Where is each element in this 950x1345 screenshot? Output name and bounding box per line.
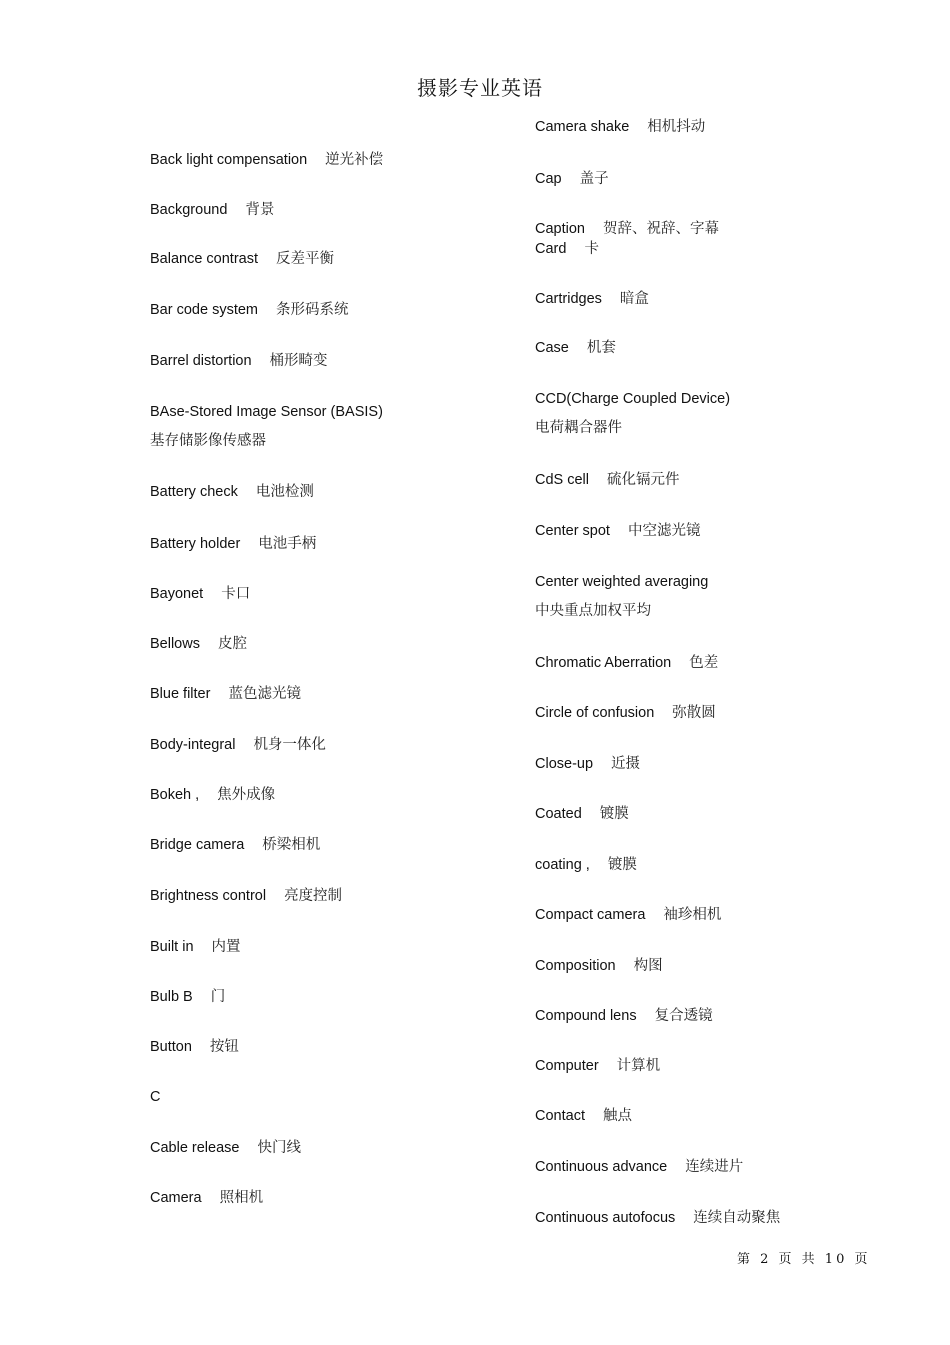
glossary-entry <box>535 239 599 259</box>
glossary-entry <box>150 584 250 604</box>
entry-term: Bokeh , <box>150 787 200 803</box>
entry-term: Cartridges <box>535 291 602 307</box>
entry-translation: 镀膜 <box>599 806 629 822</box>
entry-term: Chromatic Aberration <box>535 655 672 671</box>
entry-term: Battery holder <box>150 536 241 552</box>
entry-translation: 连续进片 <box>685 1159 744 1175</box>
entry-translation: 袖珍相机 <box>663 907 722 923</box>
entry-term: Cap <box>535 171 562 187</box>
entry-translation: 电池检测 <box>255 484 314 500</box>
glossary-entry <box>535 1056 660 1076</box>
entry-translation: 近摄 <box>611 756 641 772</box>
entry-term: Cable release <box>150 1140 240 1156</box>
entry-term: Bayonet <box>150 586 204 602</box>
entry-term: Compound lens <box>535 1008 637 1024</box>
glossary-entry <box>150 1087 178 1107</box>
entry-term: CdS cell <box>535 472 589 488</box>
glossary-entry <box>150 300 349 320</box>
glossary-entry <box>535 1006 713 1026</box>
entry-term: Continuous advance <box>535 1159 668 1175</box>
entry-term: Continuous autofocus <box>535 1210 676 1226</box>
glossary-entry <box>150 1138 301 1158</box>
glossary-entry <box>535 754 640 774</box>
glossary-entry <box>150 249 334 269</box>
page-footer: 第 2 页 共 10 页 <box>737 1252 871 1267</box>
entry-translation: 电荷耦合器件 <box>535 420 622 436</box>
glossary-entry <box>535 289 649 309</box>
entry-translation: 贺辞、祝辞、字幕 <box>602 221 719 237</box>
entry-translation: 中央重点加权平均 <box>535 603 651 619</box>
entry-translation: 背景 <box>245 202 275 218</box>
entry-term: Close-up <box>535 756 594 772</box>
glossary-entry <box>150 987 225 1007</box>
glossary-entry <box>150 735 326 755</box>
entry-translation: 门 <box>210 989 226 1005</box>
glossary-entry <box>150 402 401 451</box>
entry-term: Bridge camera <box>150 837 245 853</box>
glossary-entry <box>535 389 748 438</box>
entry-translation: 复合透镜 <box>654 1008 713 1024</box>
glossary-entry <box>150 1188 263 1208</box>
entry-term: Button <box>150 1039 192 1055</box>
entry-translation: 亮度控制 <box>284 888 343 904</box>
entry-term: Center spot <box>535 523 610 539</box>
entry-term: Caption <box>535 221 585 237</box>
glossary-entry <box>535 703 716 723</box>
entry-term: Bellows <box>150 636 200 652</box>
glossary-entry <box>150 634 247 654</box>
glossary-entry <box>535 219 719 239</box>
entry-translation: 暗盒 <box>619 291 649 307</box>
glossary-entry <box>150 150 383 170</box>
glossary-entry <box>535 956 663 976</box>
entry-translation: 反差平衡 <box>276 251 335 267</box>
entry-term: Barrel distortion <box>150 353 252 369</box>
glossary-entry <box>150 1037 239 1057</box>
entry-term: Blue filter <box>150 686 211 702</box>
entry-translation: 电池手柄 <box>258 536 317 552</box>
glossary-entry <box>150 835 320 855</box>
entry-translation: 机套 <box>586 340 616 356</box>
glossary-entry <box>535 1208 780 1228</box>
entry-term: coating , <box>535 857 590 873</box>
entry-translation: 内置 <box>211 939 241 955</box>
entry-translation: 中空滤光镜 <box>627 523 701 539</box>
glossary-entry <box>535 572 726 621</box>
entry-translation: 卡口 <box>221 586 251 602</box>
entry-translation: 色差 <box>689 655 719 671</box>
entry-term: Bulb B <box>150 989 193 1005</box>
entry-translation: 蓝色滤光镜 <box>228 686 301 702</box>
glossary-entry <box>150 937 241 957</box>
entry-translation: 触点 <box>602 1108 632 1124</box>
entry-translation: 照相机 <box>219 1190 264 1206</box>
entry-term: Battery check <box>150 484 238 500</box>
glossary-entry <box>535 905 721 925</box>
entry-translation: 焦外成像 <box>217 787 276 803</box>
entry-translation: 构图 <box>633 958 663 974</box>
entry-term: Camera shake <box>535 119 630 135</box>
glossary-entry <box>150 684 301 704</box>
entry-translation: 基存储影像传感器 <box>150 433 266 449</box>
glossary-entry <box>535 470 680 490</box>
entry-term: BAse-Stored Image Sensor (BASIS) <box>150 404 383 420</box>
entry-translation: 按钮 <box>209 1039 239 1055</box>
entry-term: Circle of confusion <box>535 705 655 721</box>
entry-term: Body-integral <box>150 737 236 753</box>
glossary-entry <box>535 1157 743 1177</box>
entry-translation: 硫化镉元件 <box>607 472 680 488</box>
glossary-entry <box>150 785 275 805</box>
entry-term: Built in <box>150 939 194 955</box>
entry-translation: 计算机 <box>616 1058 661 1074</box>
entry-term: Composition <box>535 958 616 974</box>
entry-translation: 快门线 <box>257 1140 301 1156</box>
entry-translation: 弥散圆 <box>672 705 716 721</box>
entry-translation: 机身一体化 <box>253 737 326 753</box>
glossary-entry <box>150 886 342 906</box>
entry-translation: 镀膜 <box>607 857 637 873</box>
entry-translation: 逆光补偿 <box>325 152 384 168</box>
entry-term: Contact <box>535 1108 585 1124</box>
entry-translation: 卡 <box>584 241 599 257</box>
entry-translation: 桥梁相机 <box>262 837 321 853</box>
entry-term: CCD(Charge Coupled Device) <box>535 391 731 407</box>
entry-translation: 条形码系统 <box>276 302 349 318</box>
entry-term: Background <box>150 202 228 218</box>
entry-term: Card <box>535 241 567 257</box>
entry-term: Camera <box>150 1190 202 1206</box>
glossary-entry <box>150 482 314 502</box>
glossary-entry <box>150 351 328 371</box>
glossary-entry <box>150 534 316 554</box>
glossary-entry <box>535 521 700 541</box>
entry-term: Back light compensation <box>150 152 308 168</box>
glossary-entry <box>535 855 637 875</box>
glossary-entry <box>535 653 718 673</box>
entry-term: Balance contrast <box>150 251 259 267</box>
entry-term: Case <box>535 340 569 356</box>
glossary-entry <box>535 117 705 137</box>
entry-term: Bar code system <box>150 302 258 318</box>
entry-translation: 桶形畸变 <box>269 353 328 369</box>
entry-term: Computer <box>535 1058 599 1074</box>
glossary-entry <box>535 169 609 189</box>
entry-term: Coated <box>535 806 582 822</box>
entry-term: Center weighted averaging <box>535 574 709 590</box>
page-title: 摄影专业英语 <box>417 76 543 100</box>
entry-translation: 盖子 <box>579 171 609 187</box>
entry-term: Compact camera <box>535 907 646 923</box>
entry-translation: 皮腔 <box>217 636 247 652</box>
entry-term: C <box>150 1089 161 1105</box>
entry-term: Brightness control <box>150 888 267 904</box>
glossary-entry <box>535 338 616 358</box>
glossary-entry <box>535 804 629 824</box>
entry-translation: 相机抖动 <box>647 119 706 135</box>
glossary-entry <box>535 1106 632 1126</box>
glossary-entry <box>150 200 274 220</box>
entry-translation: 连续自动聚焦 <box>693 1210 781 1226</box>
